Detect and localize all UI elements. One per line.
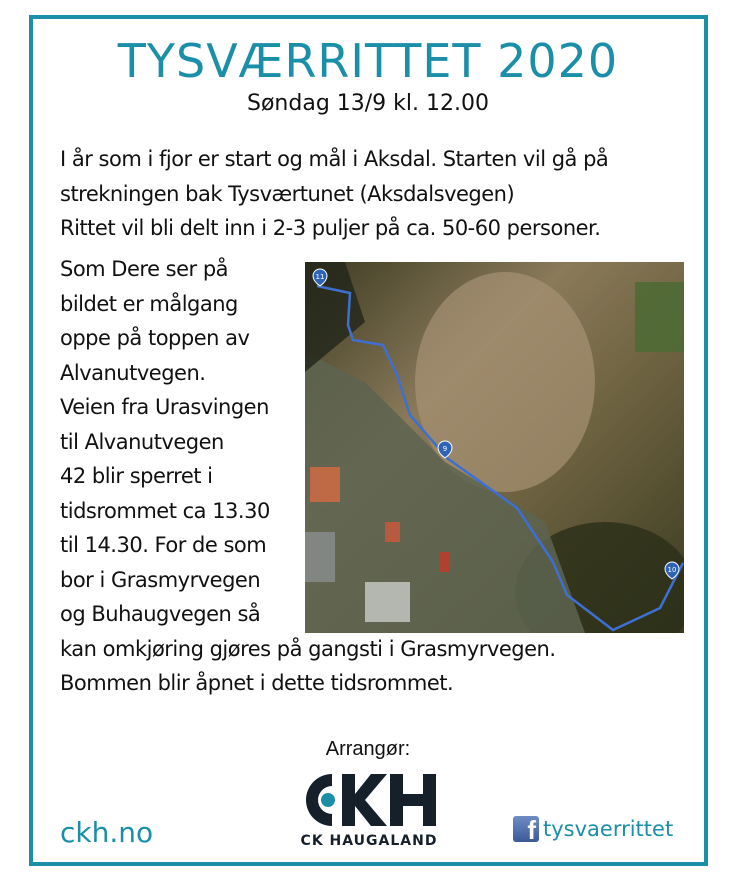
text-line: tidsrommet ca 13.30 (60, 498, 270, 523)
svg-text:10: 10 (667, 566, 677, 574)
text-line: og Buhaugvegen så (60, 602, 261, 626)
text-line: Som Dere ser på (60, 257, 229, 281)
text-line: 42 blir sperret i (60, 464, 213, 488)
text-line: kan omkjøring gjøres på gangsti i Grasmyrvegen. (60, 636, 556, 661)
event-date: Søndag 13/9 kl. 12.00 (247, 91, 489, 116)
text-line: til Alvanutvegen (60, 429, 224, 454)
website-link[interactable]: ckh.no (60, 816, 154, 849)
facebook-handle: tysvaerrittet (543, 817, 674, 841)
ckh-logo (298, 770, 440, 848)
svg-text:9: 9 (442, 445, 448, 453)
page-title: TYSVÆRRITTET 2020 (117, 34, 619, 88)
facebook-link[interactable] (513, 815, 674, 845)
facebook-icon: f (513, 816, 539, 842)
text-line: Veien fra Urasvingen (60, 395, 269, 419)
text-line: til 14.30. For de som (60, 533, 267, 557)
svg-text:11: 11 (315, 273, 325, 281)
organizer-label: Arrangør: (325, 738, 411, 760)
text-line: oppe på toppen av (60, 326, 250, 350)
intro-paragraph (60, 142, 608, 246)
aerial-route-map (305, 262, 684, 633)
text-line: strekningen bak Tysværtunet (Aksdalsvegen) (60, 181, 515, 206)
svg-text:CK HAUGALAND: CK HAUGALAND (300, 833, 438, 848)
text-line: Rittet vil bli delt inn i 2-3 puljer på ca. 50-60 personer. (60, 216, 601, 240)
text-line: Bommen blir åpnet i dette tidsrommet. (60, 671, 454, 695)
text-line: Alvanutvegen. (60, 360, 206, 385)
text-line: bor i Grasmyrvegen (60, 567, 261, 592)
text-line: I år som i fjor er start og mål i Aksdal. Starten vil gå på (60, 147, 609, 171)
text-line: bildet er målgang (60, 291, 238, 316)
building (310, 467, 340, 502)
